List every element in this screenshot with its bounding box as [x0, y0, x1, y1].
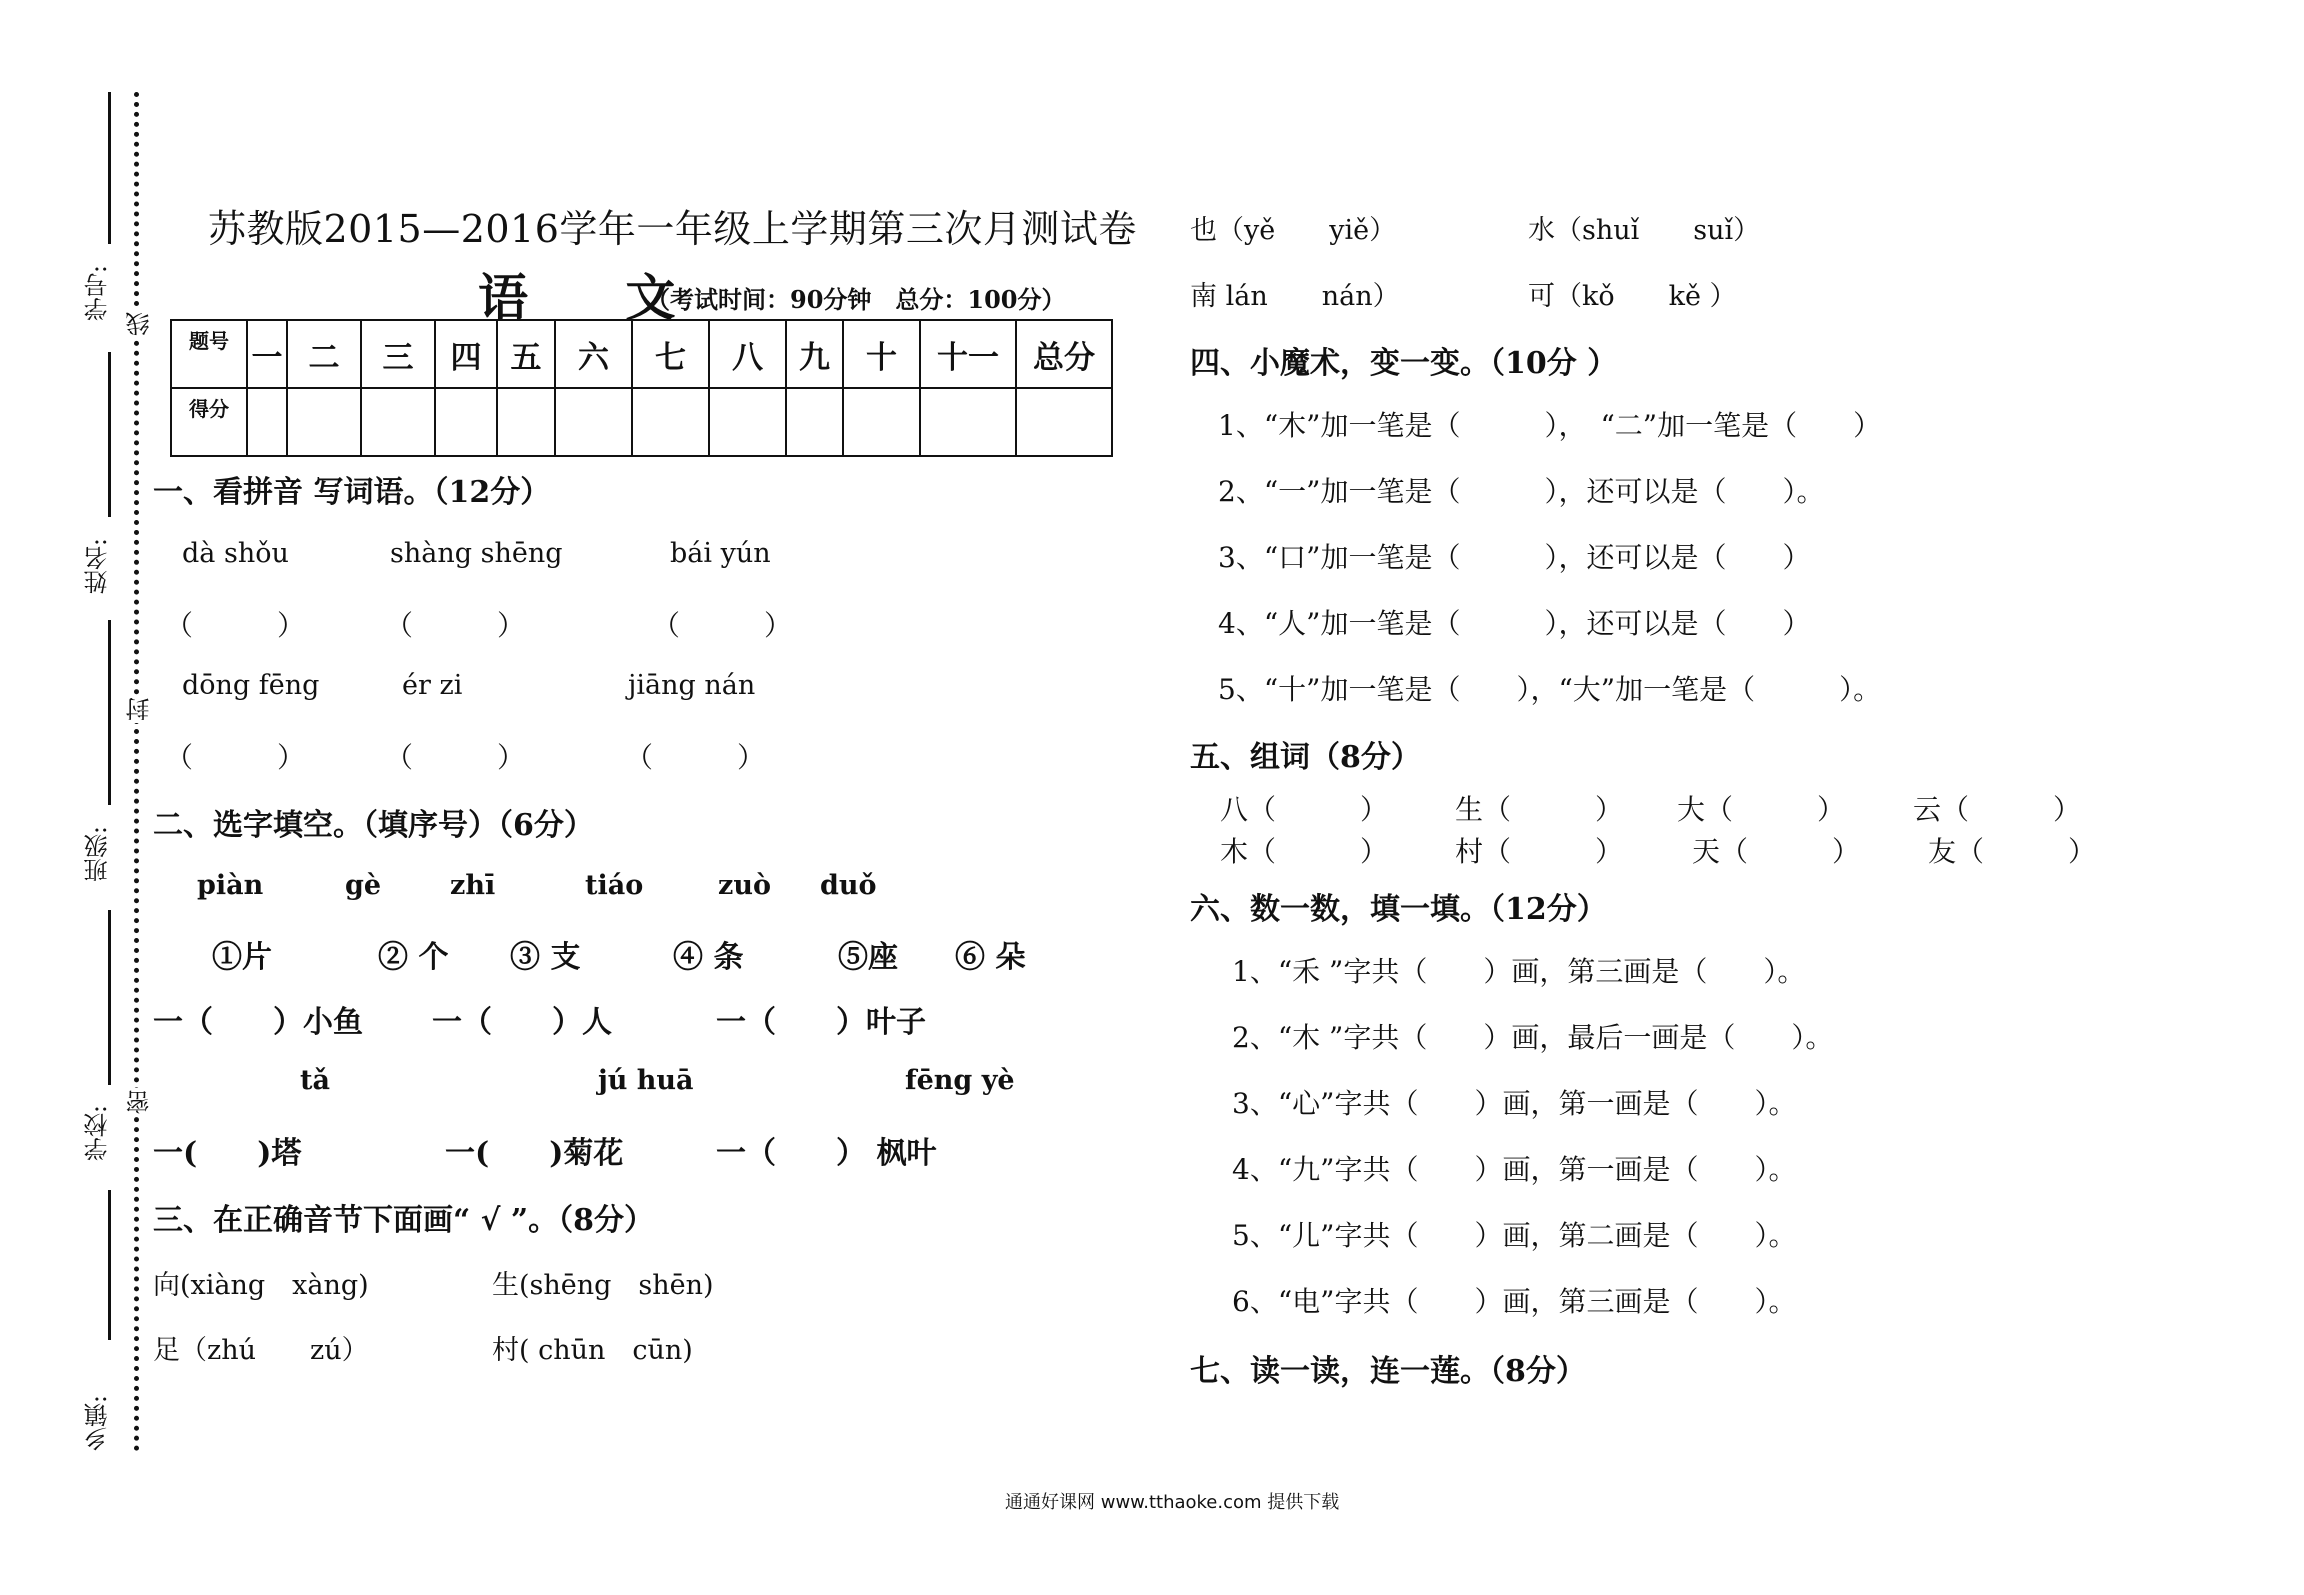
- word-item[interactable]: 天（ ）: [1692, 835, 1861, 868]
- question-item[interactable]: 3、“心”字共（ ）画，第一画是（ ）。: [1232, 1087, 1797, 1120]
- score-cell[interactable]: [497, 388, 555, 456]
- name-label: 姓名:: [84, 538, 112, 595]
- score-table: [170, 319, 1113, 457]
- answer-blank[interactable]: （ ）: [165, 609, 306, 642]
- option-pinyin: piàn: [197, 870, 264, 901]
- col-8: 八: [709, 320, 786, 388]
- syllable-item[interactable]: 足（zhú zú）: [153, 1335, 369, 1366]
- answer-blank[interactable]: （ ）: [385, 609, 526, 642]
- fill-item[interactable]: 一（ ）叶子: [716, 1005, 926, 1040]
- question-item[interactable]: 1、“木”加一笔是（ ）， “二”加一笔是（ ）: [1218, 409, 1882, 442]
- town-label: 乡镇:: [84, 1395, 112, 1452]
- option-char: ③ 支: [510, 940, 581, 975]
- question-item[interactable]: 1、“禾 ”字共（ ）画，第三画是（ ）。: [1232, 955, 1806, 988]
- exam-info: （考试时间：90分钟 总分：100分）: [646, 285, 1066, 314]
- score-cell[interactable]: [632, 388, 709, 456]
- syllable-item[interactable]: 可（kǒ kě ）: [1528, 281, 1737, 312]
- section-6-title: 六、数一数，填一填。（12分）: [1190, 892, 1607, 927]
- word-item[interactable]: 友（ ）: [1928, 835, 2097, 868]
- option-char: ④ 条: [673, 940, 744, 975]
- question-item[interactable]: 3、“口”加一笔是（ ），还可以是（ ）: [1218, 541, 1811, 574]
- pinyin-6: jiāng nán: [628, 670, 756, 701]
- syllable-item[interactable]: 向(xiàng xàng): [153, 1270, 369, 1301]
- col-total: 总分: [1016, 320, 1112, 388]
- section-1-title: 一、看拼音 写词语。（12分）: [153, 475, 551, 510]
- option-pinyin: tiáo: [585, 870, 644, 901]
- mark-seal: 封: [122, 695, 157, 723]
- question-item[interactable]: 2、“木 ”字共（ ）画，最后一画是（ ）。: [1232, 1021, 1834, 1054]
- binding-line-4: [108, 910, 111, 1085]
- section-5-title: 五、组词（8分）: [1190, 740, 1421, 775]
- option-pinyin: gè: [345, 870, 382, 901]
- col-1: 一: [247, 320, 287, 388]
- syllable-item[interactable]: 村( chūn cūn): [492, 1335, 693, 1366]
- section-3-title: 三、在正确音节下面画“ √ ”。（8分）: [153, 1203, 654, 1238]
- option-pinyin: zhī: [450, 870, 496, 901]
- score-cell[interactable]: [920, 388, 1016, 456]
- question-item[interactable]: 5、“儿”字共（ ）画，第二画是（ ）。: [1232, 1219, 1797, 1252]
- mark-line: 线: [122, 310, 157, 338]
- score-cell[interactable]: [709, 388, 786, 456]
- school-label: 学校:: [84, 1105, 112, 1162]
- score-cell[interactable]: [786, 388, 843, 456]
- section-7-title: 七、读一读，连一莲。（8分）: [1190, 1354, 1586, 1389]
- word-item[interactable]: 八（ ）: [1220, 793, 1389, 826]
- syllable-item[interactable]: 生(shēng shēn): [492, 1270, 714, 1301]
- col-9: 九: [786, 320, 843, 388]
- score-cell[interactable]: [843, 388, 920, 456]
- col-10: 十: [843, 320, 920, 388]
- word-item[interactable]: 生（ ）: [1455, 793, 1624, 826]
- answer-blank[interactable]: （ ）: [165, 741, 306, 774]
- score-cell[interactable]: [247, 388, 287, 456]
- syllable-item[interactable]: 水（shuǐ suǐ）: [1528, 215, 1761, 246]
- fill-pinyin: fēng yè: [905, 1065, 1015, 1096]
- answer-blank[interactable]: （ ）: [625, 741, 766, 774]
- score-table-score-row: [171, 388, 1112, 456]
- score-cell[interactable]: [435, 388, 497, 456]
- score-cell[interactable]: [555, 388, 632, 456]
- word-item[interactable]: 木（ ）: [1220, 835, 1389, 868]
- exam-title: 苏教版2015—2016学年一年级上学期第三次月测试卷: [208, 207, 1137, 251]
- binding-line-2: [108, 352, 111, 517]
- fill-item[interactable]: 一( )菊花: [445, 1136, 624, 1171]
- question-item[interactable]: 4、“九”字共（ ）画，第一画是（ ）。: [1232, 1153, 1797, 1186]
- option-char: ①片: [212, 940, 272, 975]
- section-2-title: 二、选字填空。（填序号）（6分）: [153, 808, 594, 843]
- pinyin-3: bái yún: [670, 538, 771, 569]
- student-number-label: 学号:: [84, 265, 112, 322]
- syllable-item[interactable]: 南 lán nán）: [1190, 281, 1400, 312]
- syllable-item[interactable]: 也（yě yiě）: [1190, 215, 1397, 246]
- question-item[interactable]: 6、“电”字共（ ）画，第三画是（ ）。: [1232, 1285, 1797, 1318]
- fill-pinyin: jú huā: [598, 1065, 694, 1096]
- pinyin-5: ér zi: [402, 670, 463, 701]
- answer-blank[interactable]: （ ）: [652, 609, 793, 642]
- word-item[interactable]: 云（ ）: [1913, 793, 2082, 826]
- pinyin-4: dōng fēng: [182, 670, 320, 701]
- option-pinyin: zuò: [718, 870, 771, 901]
- question-item[interactable]: 4、“人”加一笔是（ ），还可以是（ ）: [1218, 607, 1811, 640]
- subject-title: 语 文: [478, 268, 716, 327]
- fill-item[interactable]: 一( )塔: [153, 1136, 302, 1171]
- binding-line-5: [108, 1190, 111, 1340]
- col-7: 七: [632, 320, 709, 388]
- score-cell[interactable]: [361, 388, 435, 456]
- class-label: 班级:: [84, 826, 112, 883]
- option-char: ⑤座: [838, 940, 898, 975]
- mark-secret: 密: [122, 1088, 157, 1116]
- option-char: ② 个: [378, 940, 449, 975]
- pinyin-2: shàng shēng: [390, 538, 563, 569]
- fill-item[interactable]: 一（ ）小鱼: [153, 1005, 363, 1040]
- fill-item[interactable]: 一（ ）人: [432, 1005, 612, 1040]
- col-2: 二: [287, 320, 361, 388]
- col-3: 三: [361, 320, 435, 388]
- col-11: 十一: [920, 320, 1016, 388]
- col-6: 六: [555, 320, 632, 388]
- col-4: 四: [435, 320, 497, 388]
- score-table-header-row: [171, 320, 1112, 388]
- option-char: ⑥ 朵: [955, 940, 1026, 975]
- question-number-label: 题号: [171, 320, 247, 388]
- dotted-cut-line: [134, 92, 139, 1452]
- binding-line-1: [108, 92, 111, 244]
- pinyin-1: dà shǒu: [182, 538, 289, 569]
- question-item[interactable]: 2、“一”加一笔是（ ），还可以是（ ）。: [1218, 475, 1825, 508]
- word-item[interactable]: 大（ ）: [1677, 793, 1846, 826]
- score-cell[interactable]: [287, 388, 361, 456]
- answer-blank[interactable]: （ ）: [385, 741, 526, 774]
- word-item[interactable]: 村（ ）: [1455, 835, 1624, 868]
- score-cell[interactable]: [1016, 388, 1112, 456]
- option-pinyin: duǒ: [820, 870, 877, 901]
- col-5: 五: [497, 320, 555, 388]
- question-item[interactable]: 5、“十”加一笔是（ ），“大”加一笔是（ ）。: [1218, 673, 1882, 706]
- binding-line-3: [108, 620, 111, 805]
- section-4-title: 四、小魔术，变一变。（10分 ）: [1190, 346, 1618, 381]
- score-label: 得分: [171, 388, 247, 456]
- fill-pinyin: tǎ: [300, 1065, 330, 1096]
- fill-item[interactable]: 一（ ） 枫叶: [716, 1136, 937, 1171]
- footer-source: 通通好课网 www.tthaoke.com 提供下载: [1005, 1492, 1340, 1513]
